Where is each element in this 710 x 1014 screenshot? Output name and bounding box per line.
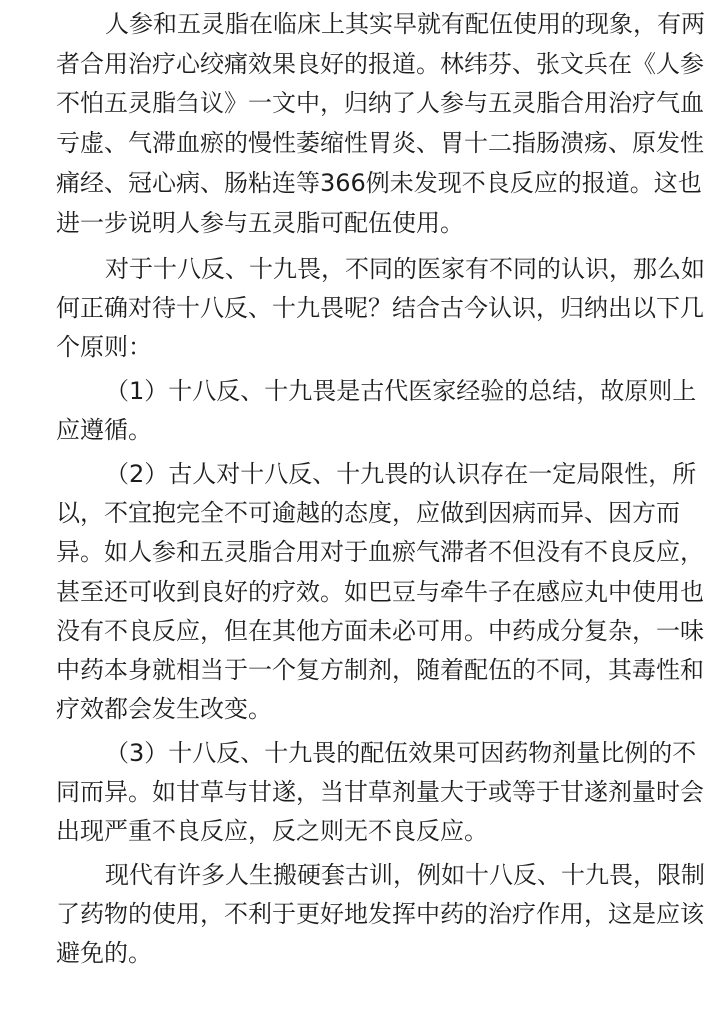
paragraph-1-line-2: 者合用治疗心绞痛效果良好的报道。林纬芬、张文兵在《人参 <box>56 50 704 78</box>
paragraph-1-line-5: 痛经、冠心病、肠粘连等366例未发现不良反应的报道。这也 <box>56 169 702 197</box>
paragraph-5-line-2: 同而异。如甘草与甘遂，当甘草剂量大于或等于甘遂剂量时会 <box>56 778 704 806</box>
paragraph-4-line-2: 以，不宜抱完全不可逾越的态度，应做到因病而异、因方而 <box>56 499 680 527</box>
paragraph-4-line-6: 中药本身就相当于一个复方制剂，随着配伍的不同，其毒性和 <box>56 656 704 684</box>
paragraph-4-line-4: 甚至还可收到良好的疗效。如巴豆与牵牛子在感应丸中使用也 <box>56 578 704 606</box>
paragraph-4-line-3: 异。如人参和五灵脂合用对于血瘀气滞者不但没有不良反应， <box>56 538 704 566</box>
paragraph-6-line-1: 现代有许多人生搬硬套古训，例如十八反、十九畏，限制 <box>105 861 705 889</box>
paragraph-4-line-1: （2）古人对十八反、十九畏的认识存在一定局限性，所 <box>105 460 697 488</box>
paragraph-4-line-5: 没有不良反应，但在其他方面未必可用。中药成分复杂，一味 <box>56 617 704 645</box>
paragraph-1-line-1: 人参和五灵脂在临床上其实早就有配伍使用的现象，有两 <box>105 10 705 38</box>
paragraph-4-line-7: 疗效都会发生改变。 <box>56 695 272 723</box>
paragraph-1-line-3: 不怕五灵脂刍议》一文中，归纳了人参与五灵脂合用治疗气血 <box>56 89 704 117</box>
paragraph-3-line-1: （1）十八反、十九畏是古代医家经验的总结，故原则上 <box>105 377 697 405</box>
paragraph-6-line-2: 了药物的使用，不利于更好地发挥中药的治疗作用，这是应该 <box>56 900 704 928</box>
paragraph-2-line-2: 何正确对待十八反、十九畏呢？结合古今认识，归纳出以下几 <box>56 294 704 322</box>
paragraph-3-line-2: 应遵循。 <box>56 416 152 444</box>
paragraph-1-line-4: 亏虚、气滞血瘀的慢性萎缩性胃炎、胃十二指肠溃疡、原发性 <box>56 129 704 157</box>
paragraph-5-line-3: 出现严重不良反应，反之则无不良反应。 <box>56 817 488 845</box>
paragraph-6-line-3: 避免的。 <box>56 939 152 967</box>
paragraph-5-line-1: （3）十八反、十九畏的配伍效果可因药物剂量比例的不 <box>105 739 697 767</box>
paragraph-1-line-6: 进一步说明人参与五灵脂可配伍使用。 <box>56 209 464 237</box>
paragraph-2-line-1: 对于十八反、十九畏，不同的医家有不同的认识，那么如 <box>105 255 705 283</box>
paragraph-2-line-3: 个原则： <box>56 333 152 361</box>
